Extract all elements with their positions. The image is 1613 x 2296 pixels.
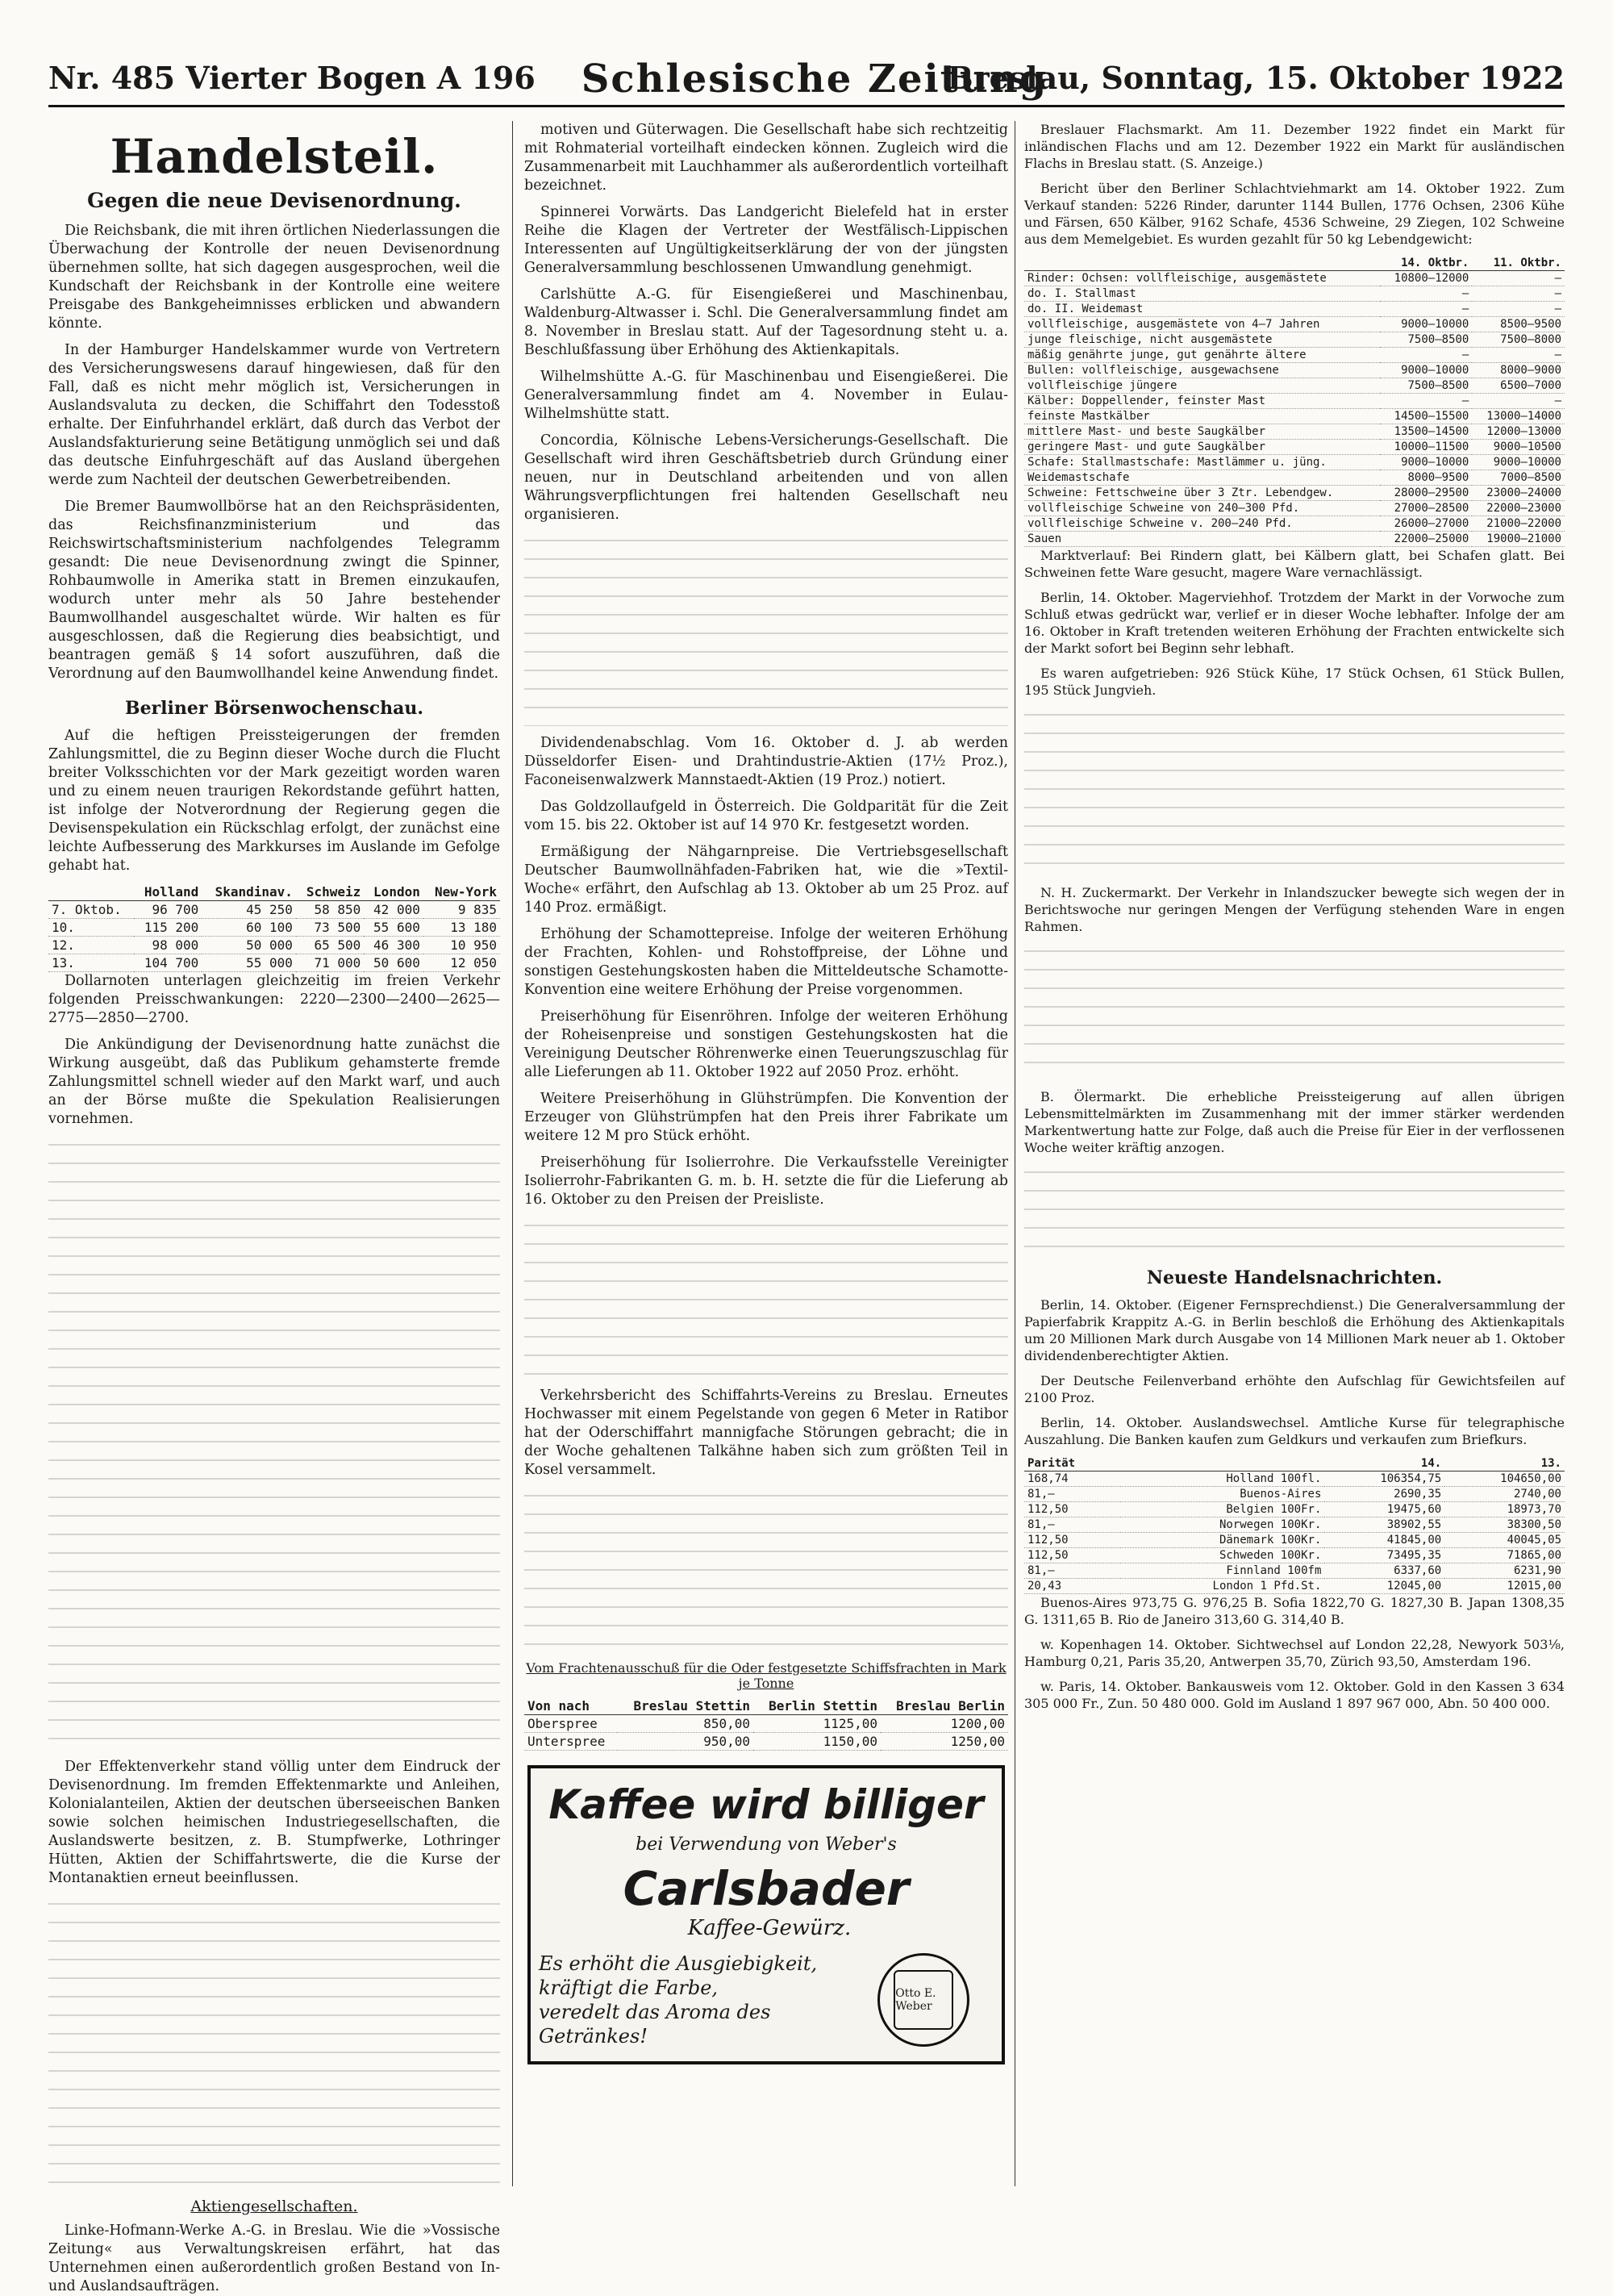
table-cell: 19475,60 [1324,1502,1444,1517]
table-row [1024,1517,1565,1533]
news-heading: Neueste Handelsnachrichten. [1146,1267,1443,1288]
article-paragraph: Erhöhung der Schamottepreise. Infolge der weiteren Erhöhung der Frachten, Kohlen- und Rohstoffpreise, der Löhne und sonstigen Gestehungskosten haben die Mitteldeutsche Schamotte-Konvention eine weitere Erhöhung der Preise vorgenommen. [524,926,1008,998]
table-cell: vollfleischige, ausgemästete von 4—7 Jahren [1024,317,1380,332]
ad-slogan-line: Es erhöht die Ausgiebigkeit, [539,1952,818,1975]
column-1 [48,121,500,2294]
column-2 [524,121,1008,2186]
table-cell: mäßig genährte junge, gut genährte ältere [1024,348,1380,363]
fx2-table [1024,1456,1565,1594]
article-paragraph: Berlin, 14. Oktober. Auslandswechsel. Amtliche Kurse für telegraphische Auszahlung. Die Banken kaufen zum Geldkurs und verkaufen zum Briefkurs. [1024,1415,1565,1447]
fx-header-cell [48,883,134,901]
table-cell: 1150,00 [753,1733,881,1751]
table-cell: London 1 Pfd.St. [1120,1579,1324,1594]
article-paragraph: Ermäßigung der Nähgarnpreise. Die Vertriebsgesellschaft Deutscher Baumwollnähfaden-Fabriken hat, wie die »Textil-Woche« erfährt, den Aufschlag ab 13. Oktober ab um 25 Proz. auf 140 Proz. ermäßigt. [524,844,1008,916]
table-row [1024,1533,1565,1548]
article-paragraph: Breslauer Flachsmarkt. Am 11. Dezember 1922 findet ein Markt für inländischen Flachs und am 12. Dezember 1922 ein Markt für ausländischen Flachs in Breslau statt. (S. Anzeige.) [1024,122,1565,171]
fx-table [48,883,500,972]
column-rule [512,121,513,2186]
table-cell: 19000—21000 [1472,532,1565,547]
table-cell: Dänemark 100Kr. [1120,1533,1324,1548]
table-cell: feinste Mastkälber [1024,409,1380,424]
article-paragraph: Die Ankündigung der Devisenordnung hatte zunächst die Wirkung ausgeübt, daß das Publikum gehamsterte fremde Zahlungsmittel schnell wieder auf den Markt warf, und auch an der Börse mußte die Spekulation Realisierungen vornehmen. [48,1037,500,1127]
table-cell: Schweden 100Kr. [1120,1548,1324,1563]
table-cell: 115 200 [134,919,202,937]
ad-slogan [539,1952,877,2048]
table-cell: 2690,35 [1324,1487,1444,1502]
table-cell: 12000—13000 [1472,424,1565,440]
table-cell: Oberspree [524,1715,617,1733]
table-row [48,919,500,937]
aktien-heading: Aktiengesellschaften. [190,2198,358,2215]
table-cell: mittlere Mast- und beste Saugkälber [1024,424,1380,440]
freight-header-cell: Breslau Stettin [617,1697,753,1715]
table-cell: Rinder: Ochsen: vollfleischige, ausgemästete [1024,271,1380,286]
table-row [1024,1487,1565,1502]
table-cell: 22000—25000 [1380,532,1473,547]
article-paragraph: Carlshütte A.-G. für Eisengießerei und Maschinenbau, Waldenburg-Altwasser i. Schl. Die Generalversammlung findet am 8. November in Breslau statt. Auf der Tagesordnung steht u. a. Beschlußfassung über Erhöhung des Aktienkapitals. [524,286,1008,358]
table-cell: vollfleischige Schweine v. 200—240 Pfd. [1024,516,1380,532]
table-row [48,901,500,919]
article-paragraph: B. Ölermarkt. Die erhebliche Preissteigerung auf allen übrigen Lebensmittelmärkten im Zusammenhang mit der immer stärker werdenden Markentwertung hatte zur Folge, daß auch die Preise für Eier in der verflossenen Woche weiter kräftig anzogen. [1024,1089,1565,1155]
table-cell: 21000—22000 [1472,516,1565,532]
article-paragraph: Der Deutsche Feilenverband erhöhte den Aufschlag für Gewichtsfeilen auf 2100 Proz. [1024,1373,1565,1405]
cattle-table [1024,256,1565,547]
table-cell: 73 500 [296,919,364,937]
freight-table-header [524,1697,1008,1715]
article-paragraph: Berlin, 14. Oktober. (Eigener Fernsprechdienst.) Die Generalversammlung der Papierfabrik Krappitz A.-G. in Berlin beschloß die Erhöhung des Aktienkapitals um 20 Millionen Mark durch Ausgabe von 14 Millionen Mark neuer ab 1. Oktober dividendenberechtigter Aktien. [1024,1297,1565,1363]
table-cell: 8000—9500 [1380,470,1473,486]
table-cell: 850,00 [617,1715,753,1733]
table-row [1024,302,1565,317]
body-text-lines [524,1217,1008,1379]
fx-header-cell: Schweiz [296,883,364,901]
table-row [48,954,500,972]
boerse-heading: Berliner Börsenwochenschau. [124,698,424,719]
table-cell: 112,50 [1024,1533,1120,1548]
table-cell: 50 000 [202,937,296,954]
ad-brand: Carlsbader [623,1861,910,1916]
table-cell: 1200,00 [881,1715,1008,1733]
table-cell: 7500—8500 [1380,332,1473,348]
table-cell: 13. [48,954,134,972]
article-paragraph: Die Reichsbank, die mit ihren örtlichen Niederlassungen die Überwachung der Kontrolle der neuen Devisenordnung übernehmen sollte, hat sich dagegen ausgesprochen, weil die Kundschaft der Reichsbank in der Kontrolle eine weitere Preisgabe des Bankgeheimnisses erblicken und abwandern könnte. [48,223,500,332]
table-cell: 40045,05 [1444,1533,1565,1548]
article-paragraph: Es waren aufgetrieben: 926 Stück Kühe, 17 Stück Ochsen, 61 Stück Bullen, 195 Stück Jungvieh. [1024,666,1565,698]
table-cell: 10 950 [423,937,500,954]
table-cell: 98 000 [134,937,202,954]
table-cell: Unterspree [524,1733,617,1751]
table-cell: vollfleischige jüngere [1024,378,1380,394]
table-row [1024,409,1565,424]
article-paragraph: Concordia, Kölnische Lebens-Versicherungs-Gesellschaft. Die Gesellschaft wird ihren Geschäftsbetrieb durch Gründung einer neuen, nur in Deutschland arbeitenden und von allen Währungsverpflichtungen frei haltenden Gesellschaft neu organisieren. [524,432,1008,523]
ad-subline: bei Verwendung von Weber's [636,1835,897,1855]
body-text-lines [1024,1164,1565,1253]
article-paragraph: Wilhelmshütte A.-G. für Maschinenbau und Eisengießerei. Die Generalversammlung findet am 4. November in Eulau-Wilhelmshütte statt. [524,369,1008,422]
table-cell: Sauen [1024,532,1380,547]
table-cell: 8000—9000 [1472,363,1565,378]
table-row [1024,424,1565,440]
table-caption: Dollarnoten unterlagen gleichzeitig im freien Verkehr folgenden Preisschwankungen: 2220—2300—2400—2625—2775—2850—2700. [48,973,500,1026]
table-row [1024,1563,1565,1579]
table-cell: 81,— [1024,1563,1120,1579]
body-text-lines [1024,943,1565,1080]
table-cell: 9000—10000 [1380,455,1473,470]
column-3 [1024,121,1565,2186]
fx-header-cell: Skandinav. [202,883,296,901]
table-cell: 46 300 [364,937,423,954]
article-paragraph: Berlin, 14. Oktober. Magerviehhof. Trotzdem der Markt in der Vorwoche zum Schluß etwas gedrückt war, verlief er in dieser Woche lebhafter. Infolge der am 16. Oktober in Kraft tretenden weiteren Erhöhung der Frachten entwickelte sich der Markt sofort bei Beginn sehr lebhaft. [1024,590,1565,656]
table-cell: 1250,00 [881,1733,1008,1751]
table-cell: 12 050 [423,954,500,972]
fx2-table-header [1024,1456,1565,1472]
table-cell: 112,50 [1024,1502,1120,1517]
table-row [1024,271,1565,286]
table-cell: — [1472,302,1565,317]
table-cell: Finnland 100fm [1120,1563,1324,1579]
table-cell: — [1472,394,1565,409]
table-cell: 1125,00 [753,1715,881,1733]
cattle-table-header [1024,256,1565,271]
fx2-header-cell: 13. [1444,1456,1565,1472]
article-paragraph: Buenos-Aires 973,75 G. 976,25 B. Sofia 1822,70 G. 1827,30 B. Japan 1308,35 G. 1311,65 B. Rio de Janeiro 313,60 G. 314,40 B. [1024,1595,1565,1627]
freight-header-cell: Breslau Berlin [881,1697,1008,1715]
table-cell: 6337,60 [1324,1563,1444,1579]
fx-header-cell: Holland [134,883,202,901]
table-cell: 71 000 [296,954,364,972]
table-cell: 14500—15500 [1380,409,1473,424]
table-row [1024,394,1565,409]
article-paragraph: w. Paris, 14. Oktober. Bankausweis vom 12. Oktober. Gold in den Kassen 3 634 305 000 Fr., Zun. 50 480 000. Gold im Ausland 1 897 967 000, Abn. 50 400 000. [1024,1679,1565,1711]
table-row [1024,516,1565,532]
issue-date: Breslau, Sonntag, 15. Oktober 1922 [947,60,1565,96]
table-row [524,1715,1008,1733]
section-title: Handelsteil. [110,129,439,184]
article-paragraph: motiven und Güterwagen. Die Gesellschaft habe sich rechtzeitig mit Rohmaterial vorteilhaft eindecken können. Zugleich wird die Zusammenarbeit mit Lauchhammer als außerordentlich vorteilhaft bezeichnet. [524,122,1008,194]
table-cell: 7. Oktob. [48,901,134,919]
article-paragraph: Bericht über den Berliner Schlachtviehmarkt am 14. Oktober 1922. Zum Verkauf standen: 5226 Rinder, darunter 1144 Bullen, 1776 Ochsen, 2306 Kühe und Färsen, 650 Kälber, 9162 Schafe, 4536 Schweine, 29 Ziegen, 102 Schweine aus dem Memelgebiet. Es wurden gezahlt für 50 kg Lebendgewicht: [1024,181,1565,247]
table-row [1024,317,1565,332]
article-paragraph: Marktverlauf: Bei Rindern glatt, bei Kälbern glatt, bei Schafen glatt. Bei Schweinen fette Ware gesucht, magere Ware vernachlässigt. [1024,548,1565,580]
table-cell: Weidemastschafe [1024,470,1380,486]
table-row [1024,470,1565,486]
table-cell: Buenos-Aires [1120,1487,1324,1502]
article-paragraph: In der Hamburger Handelskammer wurde von Vertretern des Versicherungswesens darauf hingewiesen, daß für den Fall, daß es nicht mehr möglich ist, Versicherungen in Auslandsvaluta zu decken, die Schiffahrt den Todesstoß erhalte. Der Einfuhrhandel erklärt, daß durch das Verbot der Auslandsfakturierung seine Betätigung unmöglich sei und daß das deutsche Einfuhrgeschäft auf das Ausland übergehen werde zum Nachteil der deutschen Gewerbetreibenden. [48,342,500,488]
table-cell: junge fleischige, nicht ausgemästete [1024,332,1380,348]
table-cell: 71865,00 [1444,1548,1565,1563]
table-cell: 81,— [1024,1487,1120,1502]
table-cell: — [1472,348,1565,363]
table-cell: 45 250 [202,901,296,919]
table-cell: 9000—10000 [1380,363,1473,378]
body-text-lines [524,532,1008,726]
table-cell: — [1380,394,1473,409]
fx-header-cell: London [364,883,423,901]
table-cell: 55 000 [202,954,296,972]
table-cell: 9000—10000 [1472,455,1565,470]
table-cell: 10000—11500 [1380,440,1473,455]
table-cell: 7000—8500 [1472,470,1565,486]
ad-slogan-line: veredelt das Aroma des Getränkes! [539,2001,771,2048]
article-paragraph: N. H. Zuckermarkt. Der Verkehr in Inlandszucker bewegte sich wegen der in Berichtswoche nur geringen Mengen der Verfügung stehenden Ware in engen Rahmen. [1024,885,1565,934]
table-cell: Holland 100fl. [1120,1472,1324,1487]
fx2-header-cell: Parität [1024,1456,1120,1472]
table-cell: 65 500 [296,937,364,954]
table-cell: 55 600 [364,919,423,937]
fx2-header-cell [1120,1456,1324,1472]
table-cell: 2740,00 [1444,1487,1565,1502]
article-paragraph: Auf die heftigen Preissteigerungen der fremden Zahlungsmittel, die zu Beginn dieser Woche durch die Flucht breiter Volksschichten vor der Mark gezeitigt worden waren und zu einem neuen traurigen Rekordstande geführt hatten, ist infolge der Notverordnung der Regierung gegen die Devisenspekulation ein Rückschlag erfolgt, der zunächst eine leichte Aufbesserung des Markkurses im Auslande im Gefolge gehabt hat. [48,728,500,874]
body-text-lines [48,1896,500,2186]
table-cell: 950,00 [617,1733,753,1751]
table-cell: 13000—14000 [1472,409,1565,424]
coffee-advertisement [527,1765,1005,2064]
table-cell: 26000—27000 [1380,516,1473,532]
freight-caption: Vom Frachtenausschuß für die Oder festgesetzte Schiffsfrachten in Mark je Tonne [526,1660,1007,1691]
newspaper-title: Schlesische Zeitung [581,56,1048,102]
table-cell: — [1472,271,1565,286]
cattle-header-cell [1024,256,1380,271]
table-cell: 12015,00 [1444,1579,1565,1594]
table-cell: Belgien 100Fr. [1120,1502,1324,1517]
table-row [524,1733,1008,1751]
table-row [1024,1502,1565,1517]
table-row [1024,1472,1565,1487]
table-row [1024,501,1565,516]
article-paragraph: w. Kopenhagen 14. Oktober. Sichtwechsel auf London 22,28, Newyork 503⅛, Hamburg 0,21, Paris 35,20, Antwerpen 35,70, Zürich 93,50, Amsterdam 196. [1024,1637,1565,1669]
table-row [1024,332,1565,348]
table-row [1024,378,1565,394]
ad-slogan-line: kräftigt die Farbe, [539,1977,719,1999]
table-row [1024,286,1565,302]
table-cell: 10. [48,919,134,937]
table-row [1024,348,1565,363]
table-cell: 58 850 [296,901,364,919]
table-cell: Schweine: Fettschweine über 3 Ztr. Lebendgew. [1024,486,1380,501]
table-row [1024,455,1565,470]
article-paragraph: Preiserhöhung für Isolierrohre. Die Verkaufsstelle Vereinigter Isolierrohr-Fabrikanten G. m. b. H. setzte die für die Lieferung ab 16. Oktober zu den Preisen der Preisliste. [524,1154,1008,1208]
article-paragraph: Weitere Preiserhöhung in Glühstrümpfen. Die Konvention der Erzeuger von Glühstrümpfen hat den Preis ihrer Fabrikate um weitere 12 M pro Stück erhöht. [524,1091,1008,1144]
article-paragraph: Preiserhöhung für Eisenröhren. Infolge der weiteren Erhöhung der Roheisenpreise und sonstigen Gestehungskosten hat die Vereinigung Deutscher Röhrenwerke einen Teuerungszuschlag für alle Lieferungen ab 11. Oktober 1922 auf 2050 Proz. erhöht. [524,1008,1008,1080]
table-row [1024,440,1565,455]
table-cell: 27000—28500 [1380,501,1473,516]
table-cell: 6500—7000 [1472,378,1565,394]
body-text-lines [48,1137,500,1750]
table-cell: geringere Mast- und gute Saugkälber [1024,440,1380,455]
article-paragraph: Dividendenabschlag. Vom 16. Oktober d. J. ab werden Düsseldorfer Eisen- und Drahtindustrie-Aktien (17½ Proz.), Faconeisenwalzwerk Mannstaedt-Aktien (19 Proz.) notiert. [524,735,1008,788]
table-cell: do. I. Stallmast [1024,286,1380,302]
table-cell: vollfleischige Schweine von 240—300 Pfd. [1024,501,1380,516]
table-cell: 73495,35 [1324,1548,1444,1563]
table-cell: 42 000 [364,901,423,919]
table-row [48,937,500,954]
body-text-lines [524,1488,1008,1649]
table-row [1024,1548,1565,1563]
table-cell: 9000—10000 [1380,317,1473,332]
table-cell: 8500—9500 [1472,317,1565,332]
table-cell: 112,50 [1024,1548,1120,1563]
table-cell: 20,43 [1024,1579,1120,1594]
article-paragraph: Verkehrsbericht des Schiffahrts-Vereins zu Breslau. Erneutes Hochwasser mit einem Pegelstande von gegen 6 Meter in Ratibor hat der Oderschiffahrt mannigfache Störungen gebracht; die in der Woche gehaltenen Talkähne haben sich zum größten Teil in Kosel versammelt. [524,1388,1008,1478]
table-cell: — [1380,348,1473,363]
table-cell: 168,74 [1024,1472,1120,1487]
table-cell: 50 600 [364,954,423,972]
table-cell: 81,— [1024,1517,1120,1533]
table-cell: 12045,00 [1324,1579,1444,1594]
article-paragraph: Linke-Hofmann-Werke A.-G. in Breslau. Wie die »Vossische Zeitung« aus Verwaltungskreisen erfährt, hat das Unternehmen einen außerordentlich großen Bestand von In- und Auslandsaufträgen. [48,2223,500,2294]
table-row [1024,363,1565,378]
article-paragraph: Spinnerei Vorwärts. Das Landgericht Bielefeld hat in erster Reihe die Klagen der Vertreter der Westfälisch-Lippischen Interessenten auf Ungültigkeitserklärung der von der jüngsten Generalversammlung beschlossenen Umwandlung genehmigt. [524,204,1008,276]
table-cell: 10800—12000 [1380,271,1473,286]
table-cell: Kälber: Doppellender, feinster Mast [1024,394,1380,409]
table-cell: — [1380,302,1473,317]
fx-header-cell: New-York [423,883,500,901]
table-cell: 104 700 [134,954,202,972]
table-row [1024,532,1565,547]
table-cell: 7500—8000 [1472,332,1565,348]
ad-brand-sub: Kaffee-Gewürz. [687,1916,852,1940]
table-cell: 13 180 [423,919,500,937]
table-cell: 13500—14500 [1380,424,1473,440]
logo-text: Otto E. Weber [894,1970,953,2030]
cattle-header-cell: 11. Oktbr. [1472,256,1565,271]
table-cell: 38902,55 [1324,1517,1444,1533]
ad-title: Kaffee wird billiger [548,1781,984,1828]
table-cell: Norwegen 100Kr. [1120,1517,1324,1533]
table-cell: 12. [48,937,134,954]
table-cell: 106354,75 [1324,1472,1444,1487]
article-paragraph: Das Goldzollaufgeld in Österreich. Die Goldparität für die Zeit vom 15. bis 22. Oktober ist auf 14 970 Kr. festgesetzt worden. [524,799,1008,833]
article-paragraph: Der Effektenverkehr stand völlig unter dem Eindruck der Devisenordnung. Im fremden Effektenmarkte und Anleihen, Kolonialanteilen, Aktien der deutschen überseeischen Banken sowie solchen heimischen Industriegesellschaften, die Auslandswerte besitzen, z. B. Stumpfwerke, Lothringer Hütten, Aktien der Schiffahrtswerte, die die Kurse der Montanaktien erneut beeinflussen. [48,1759,500,1886]
freight-header-cell: Von nach [524,1697,617,1715]
table-cell: — [1472,286,1565,302]
table-cell: Bullen: vollfleischige, ausgewachsene [1024,363,1380,378]
weber-logo-icon [877,1953,969,2047]
headline: Gegen die neue Devisenordnung. [87,189,461,212]
body-text-lines [1024,707,1565,876]
table-cell: — [1380,286,1473,302]
ad-bottom [539,1952,994,2048]
table-cell: do. II. Weidemast [1024,302,1380,317]
table-row [1024,1579,1565,1594]
table-cell: 7500—8500 [1380,378,1473,394]
table-cell: 23000—24000 [1472,486,1565,501]
issue-number: Nr. 485 Vierter Bogen A 196 [48,60,536,96]
table-cell: 9 835 [423,901,500,919]
table-cell: Schafe: Stallmastschafe: Mastlämmer u. jüng. [1024,455,1380,470]
table-cell: 60 100 [202,919,296,937]
table-cell: 28000—29500 [1380,486,1473,501]
freight-table [524,1697,1008,1751]
table-row [1024,486,1565,501]
masthead [48,56,1565,107]
table-cell: 22000—23000 [1472,501,1565,516]
table-cell: 38300,50 [1444,1517,1565,1533]
table-cell: 96 700 [134,901,202,919]
table-cell: 9000—10500 [1472,440,1565,455]
table-cell: 18973,70 [1444,1502,1565,1517]
cattle-header-cell: 14. Oktbr. [1380,256,1473,271]
fx-table-header [48,883,500,901]
table-cell: 41845,00 [1324,1533,1444,1548]
table-cell: 104650,00 [1444,1472,1565,1487]
fx2-header-cell: 14. [1324,1456,1444,1472]
article-paragraph: Die Bremer Baumwollbörse hat an den Reichspräsidenten, das Reichsfinanzministerium und das Reichswirtschaftsministerium nachfolgendes Telegramm gesandt: Die neue Devisenordnung zwingt die Spinner, Rohbaumwolle in Amerika statt in Bremen einzukaufen, wodurch unter mehr als 50 Jahre bestehender Baumwollhandel ausgeschaltet würde. Wir halten es für ausgeschlossen, daß die Regierung dies beabsichtigt, und beantragen gemäß § 14 sofort auszuführen, daß die Verordnung auf den Baumwollhandel keine Anwendung findet. [48,499,500,682]
table-cell: 6231,90 [1444,1563,1565,1579]
freight-header-cell: Berlin Stettin [753,1697,881,1715]
